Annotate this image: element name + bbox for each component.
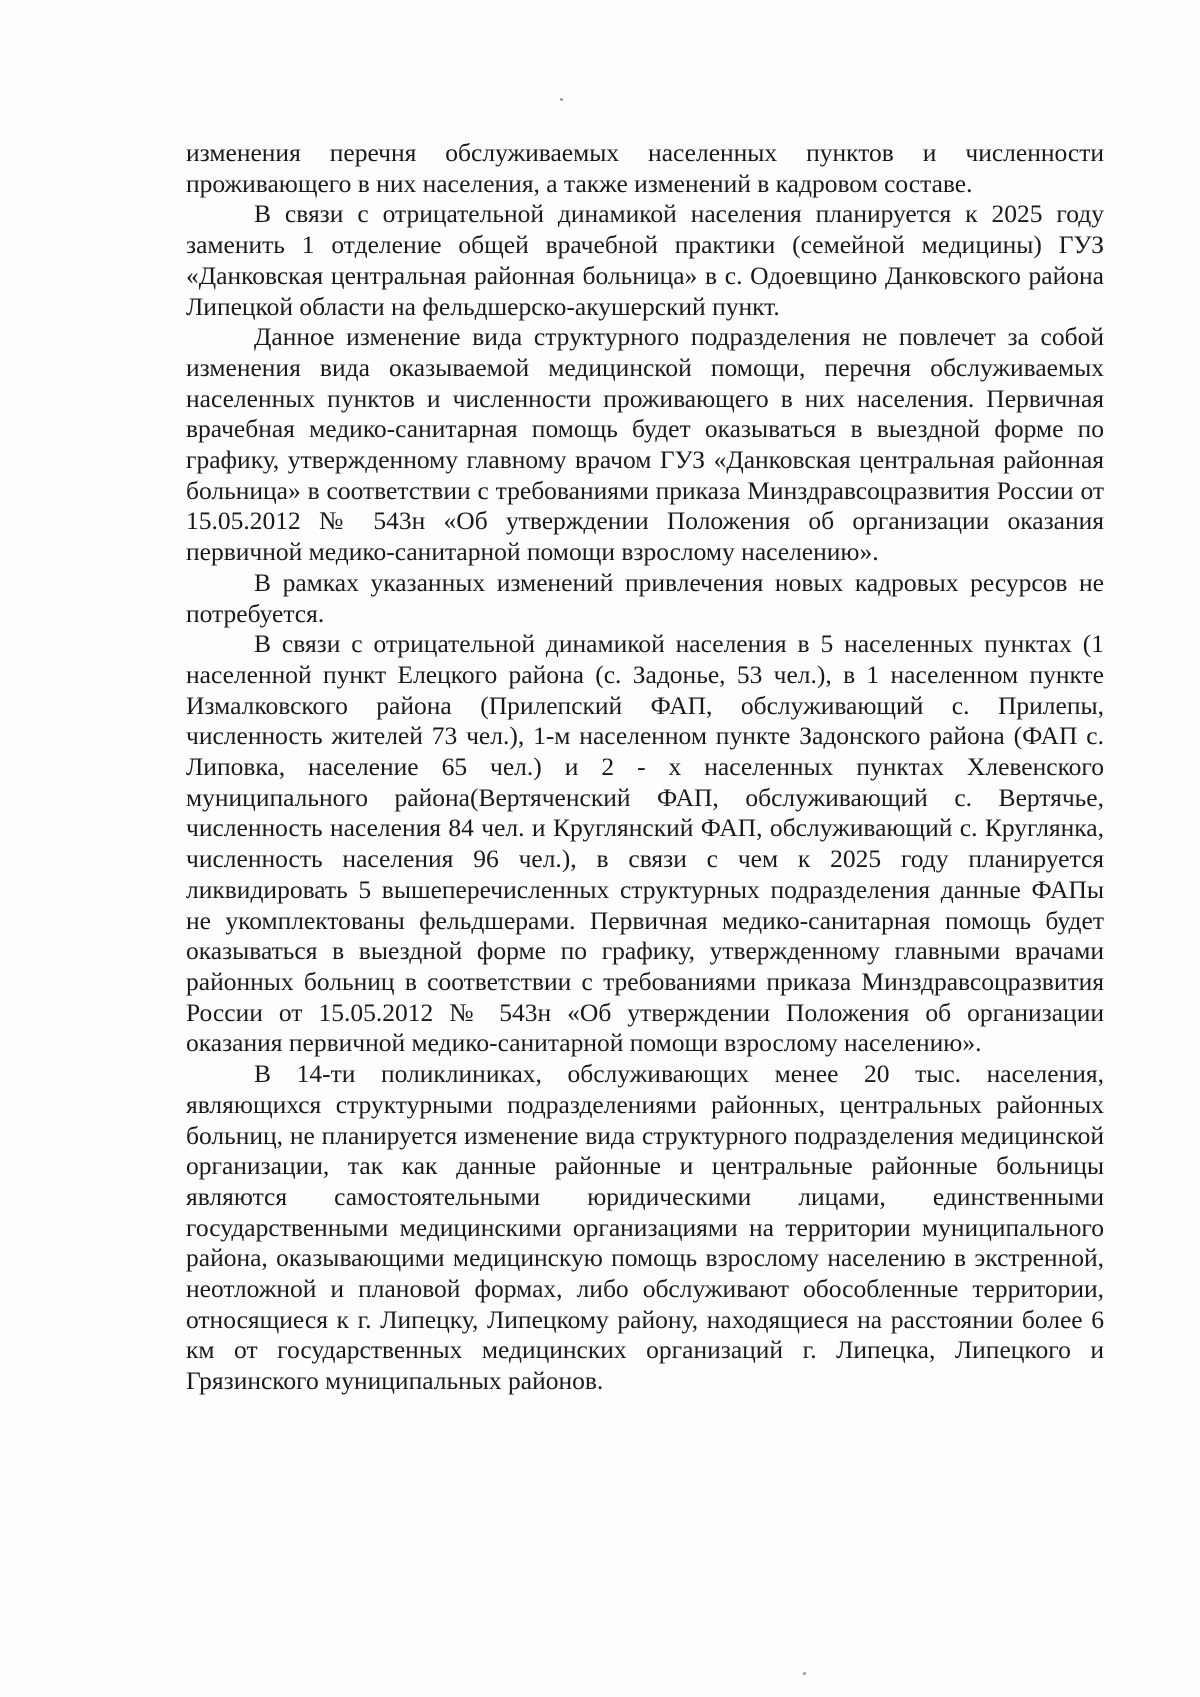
document-body	[186, 138, 1104, 1397]
paragraph-polyclinics: В 14-ти поликлиниках, обслуживающих менее 20 тыс. населения, являющихся структурными подразделениями районных, центральных районных больниц, не планируется изменение вида структурного подразделения медицинской организации, так как данные районные и центральные районные больницы являются самостоятельными юридическими лицами, единственными государственными медицинскими организациями на территории муниципального района, оказывающими медицинскую помощь взрослому населению в экстренной, неотложной и плановой формах, либо обслуживают обособленные территории, относящиеся к г. Липецку, Липецкому району, находящиеся на расстоянии более 6 км от государственных медицинских организаций г. Липецка, Липецкого и Грязинского муниципальных районов.	[186, 1059, 1104, 1396]
paragraph-staffing: В рамках указанных изменений привлечения новых кадровых ресурсов не потребуется.	[186, 567, 1104, 628]
paragraph-continuation: изменения перечня обслуживаемых населенных пунктов и численности проживающего в них населения, а также изменений в кадровом составе.	[186, 138, 1104, 198]
paragraph-fap-liquidation: В связи с отрицательной динамикой населения в 5 населенных пунктах (1 населенной пункт Елецкого района (с. Задонье, 53 чел.), в 1 населенном пункте Измалковского района (Прилепский ФАП, обслуживающий с. Прилепы, численность жителей 73 чел.), 1-м населенном пункте Задонского района (ФАП с. Липовка, население 65 чел.) и 2 - х населенных пунктах Хлевенского муниципального района(Вертяченский ФАП, обслуживающий с. Вертячье, численность населения 84 чел. и Круглянский ФАП, обслуживающий с. Круглянка, численность населения 96 чел.), в связи с чем к 2025 году планируется ликвидировать 5 вышеперечисленных структурных подразделения данные ФАПы не укомплектованы фельдшерами. Первичная медико-санитарная помощь будет оказываться в выездной форме по графику, утвержденному главными врачами районных больниц в соответствии с требованиями приказа Минздравсоцразвития России от 15.05.2012 № 543н «Об утверждении Положения об организации оказания первичной медико-санитарной помощи взрослому населению».	[186, 629, 1104, 1058]
paragraph-ovp-replacement: В связи с отрицательной динамикой населения планируется к 2025 году заменить 1 отделение общей врачебной практики (семейной медицины) ГУЗ «Данковская центральная районная больница» в с. Одоевщино Данковского района Липецкой области на фельдшерско-акушерский пункт.	[186, 199, 1104, 321]
scan-artifact-dot	[560, 98, 563, 101]
scan-artifact-dot	[803, 1672, 806, 1675]
paragraph-care-form: Данное изменение вида структурного подразделения не повлечет за собой изменения вида оказываемой медицинской помощи, перечня обслуживаемых населенных пунктов и численности проживающего в них населения. Первичная врачебная медико-санитарная помощь будет оказываться в выездной форме по графику, утвержденному главному врачом ГУЗ «Данковская центральная районная больница» в соответствии с требованиями приказа Минздравсоцразвития России от 15.05.2012 № 543н «Об утверждении Положения об организации оказания первичной медико-санитарной помощи взрослому населению».	[186, 322, 1104, 567]
